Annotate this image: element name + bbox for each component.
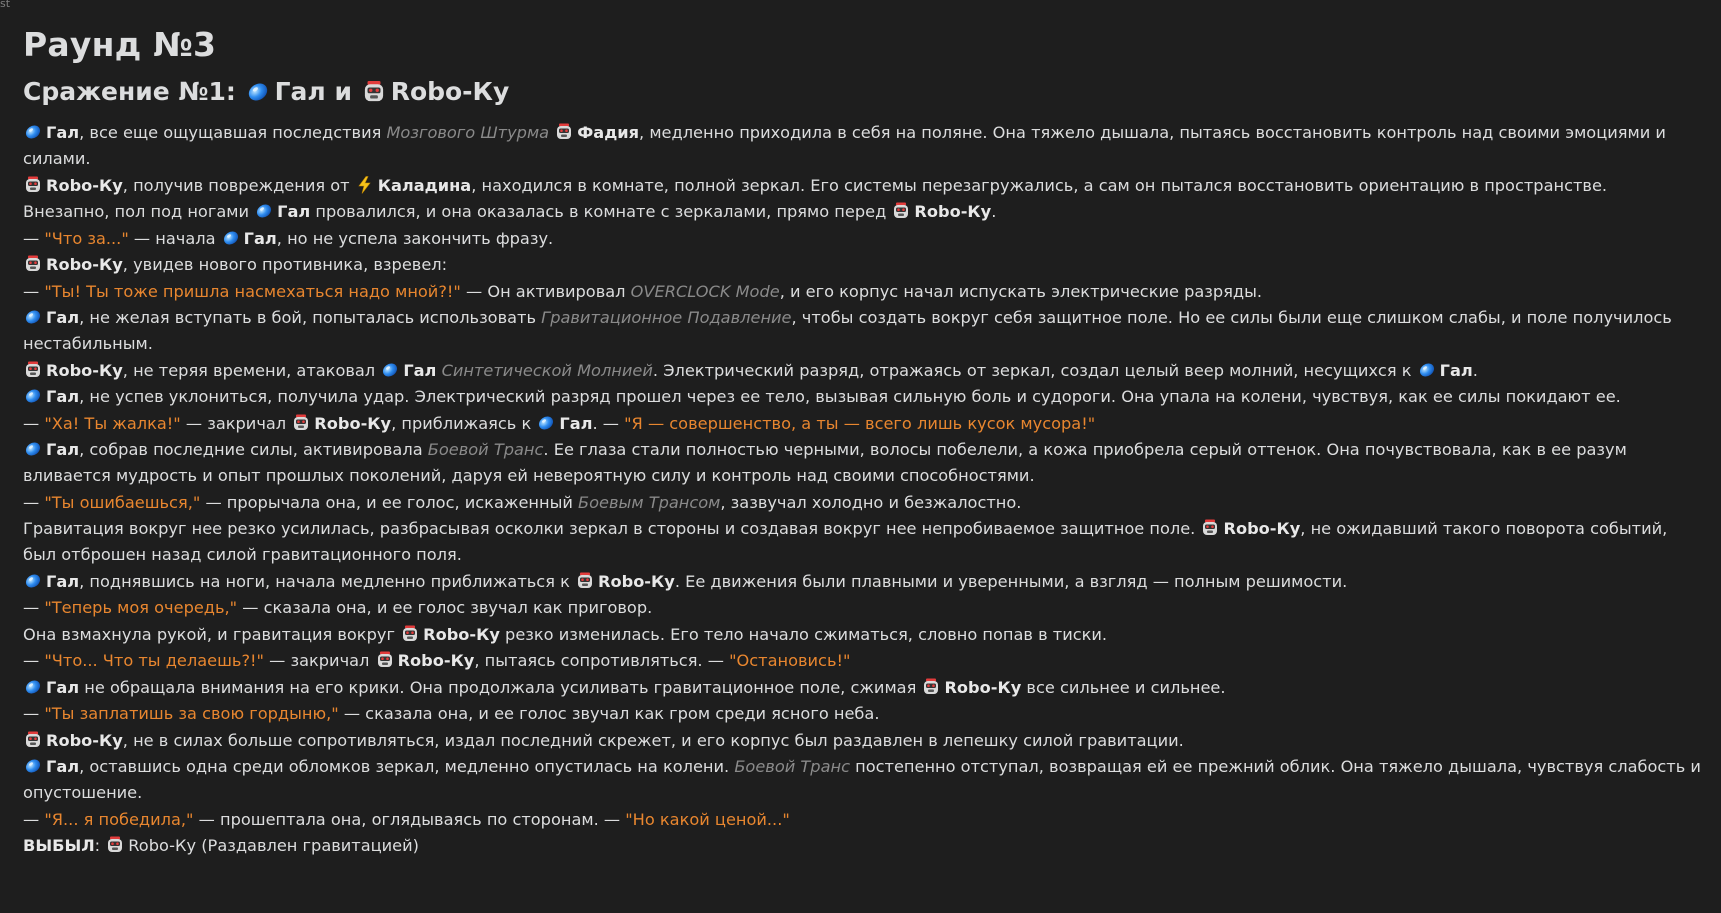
narration-text: провалился, и она оказалась в комнате с зеркалами, прямо перед <box>310 202 892 221</box>
blue-gem-icon <box>1417 361 1437 379</box>
ability-name: Синтетической Молнией <box>441 360 653 380</box>
character-name: Гал <box>46 387 80 406</box>
character-name: Гал <box>46 308 80 327</box>
robot-face-icon <box>921 678 941 696</box>
narration-text: Внезапно, пол под ногами <box>23 202 255 221</box>
robot-face-icon <box>575 572 595 590</box>
robot-face-icon <box>105 836 125 854</box>
story-paragraph <box>23 173 1703 200</box>
dialogue-quote: "Ты заплатишь за свою гордыню," <box>44 704 339 723</box>
narration-text: Гравитация вокруг нее резко усилилась, разбрасывая осколки зеркал в стороны и создавая вокруг нее непробиваемое защитное поле. <box>23 519 1201 538</box>
story-paragraph <box>23 358 1703 385</box>
narration-text: . Электрический разряд, отражаясь от зеркал, создал целый веер молний, несущихся к <box>652 360 1417 380</box>
robot-face-icon <box>375 651 395 669</box>
story-paragraph <box>23 754 1703 805</box>
robot-face-icon <box>291 414 311 432</box>
story-paragraph <box>23 516 1703 567</box>
narration-text: , не желая вступать в бой, попыталась использовать <box>79 308 542 327</box>
story-paragraph <box>23 120 1703 171</box>
story-paragraph <box>23 569 1703 596</box>
robot-face-icon <box>23 255 43 273</box>
character-name: Гал <box>1439 360 1473 380</box>
narration-text: . <box>991 202 997 221</box>
blue-gem-icon <box>23 757 43 775</box>
narration-text: , зазвучал холодно и безжалостно. <box>720 492 1022 512</box>
ability-name: OVERCLOCK Mode <box>630 281 780 301</box>
character-name: Гал <box>46 571 80 591</box>
story-paragraph <box>23 411 1703 438</box>
character-name: Robo-Ку <box>314 413 392 433</box>
character-name: Robo-Ку <box>46 360 123 380</box>
narration-text: Robo-Ку (Раздавлен гравитацией) <box>128 836 419 855</box>
robot-face-icon <box>1200 519 1220 537</box>
story-paragraph <box>23 675 1703 702</box>
robot-face-icon <box>400 625 420 643</box>
story-paragraph <box>23 490 1703 517</box>
character-name: Гал <box>243 228 277 248</box>
character-name: Robo-Ку <box>944 677 1022 697</box>
character-name: Robo-Ку <box>46 175 123 195</box>
dialogue-quote: "Я — совершенство, а ты — всего лишь кусок мусора!" <box>624 413 1096 433</box>
story-paragraph <box>23 252 1703 279</box>
narration-text: — прошептала она, оглядываясь по сторонам. — <box>193 809 626 829</box>
character-name: Гал <box>559 413 593 433</box>
character-name: Фадия <box>577 123 640 142</box>
blue-gem-icon <box>23 440 43 458</box>
robot-face-icon <box>891 202 911 220</box>
ability-name: Боевым Трансом <box>578 492 721 512</box>
story-paragraph <box>23 701 1703 728</box>
narration-text: — <box>23 228 45 248</box>
narration-text: , пытаясь сопротивляться. — <box>474 651 730 670</box>
story-paragraph <box>23 622 1703 649</box>
narration-text: не обращала внимания на его крики. Она продолжала усиливать гравитационное поле, сжимая <box>79 677 922 697</box>
blue-gem-icon <box>23 572 43 590</box>
narration-text: резко изменилась. Его тело начало сжиматься, словно попав в тиски. <box>499 624 1108 644</box>
narration-text: : <box>94 836 106 855</box>
story-paragraph <box>23 305 1703 356</box>
corner-label: st <box>0 0 11 10</box>
narration-text: , медленно приходила в себя на поляне. Она тяжело дышала, пытаясь восстановить контроль над своими эмоциями и силами. <box>23 123 1666 168</box>
story-paragraph <box>23 226 1703 253</box>
robot-face-icon <box>23 731 43 749</box>
narration-text: — <box>23 281 45 301</box>
ability-name: Боевой Транс <box>734 757 850 776</box>
narration-text: — <box>23 809 45 829</box>
narration-text: . Ее глаза стали полностью черными, волосы побелели, а кожа приобрела серый оттенок. Она почувствовала, как в ее разум вливается мудрость и опыт прошлых поколений, даруя ей невероятную силу и контроль над своими способностями. <box>23 440 1627 485</box>
dialogue-quote: "Но какой ценой..." <box>625 809 790 829</box>
narration-text: — прорычала она, и ее голос, искаженный <box>200 492 579 512</box>
ability-name: Мозгового Штурма <box>386 123 550 142</box>
dialogue-quote: "Ха! Ты жалка!" <box>44 413 181 433</box>
character-name: Robo-Ку <box>423 624 500 644</box>
narration-text: — <box>23 598 45 617</box>
story-body <box>23 120 1703 860</box>
narration-text: , но не успела закончить фразу. <box>276 228 554 248</box>
dialogue-quote: "Остановись!" <box>729 651 851 670</box>
ability-name: Гравитационное Подавление <box>541 308 792 327</box>
narration-text: , собрав последние силы, активировала <box>79 440 428 459</box>
narration-text: , чтобы создать вокруг себя защитное поле. Но ее силы были еще слишком слабы, и поле получилось нестабильным. <box>23 308 1672 353</box>
blue-gem-icon <box>23 678 43 696</box>
narration-text: . Ее движения были плавными и уверенными, а взгляд — полным решимости. <box>674 571 1348 591</box>
narration-text: , увидев нового противника, взревел: <box>122 255 448 274</box>
story-paragraph <box>23 833 1703 860</box>
character-name: Гал <box>403 360 437 380</box>
blue-gem-icon <box>221 229 241 247</box>
narration-text: , находился в комнате, полной зеркал. Его системы перезагружались, а сам он пытался восстановить ориентацию в пространстве. <box>471 175 1608 195</box>
story-paragraph <box>23 437 1703 488</box>
narration-text: , не успев уклониться, получила удар. Электрический разряд прошел через ее тело, вызывая сильную боль и судороги. Она упала на колени, чувствуя, как ее силы покидают ее. <box>79 387 1621 406</box>
narration-text: , не ожидавший такого поворота событий, был отброшен назад силой гравитационного поля. <box>23 519 1668 564</box>
battle-heading-conj: и <box>334 77 352 106</box>
blue-gem-icon <box>23 123 43 141</box>
character-name: Robo-Ку <box>46 255 123 274</box>
character-name: Гал <box>277 202 311 221</box>
robot-face-icon <box>554 123 574 141</box>
blue-gem-icon <box>380 361 400 379</box>
document <box>23 22 1703 860</box>
character-name: Гал <box>46 757 80 776</box>
character-name: Каладина <box>377 175 472 195</box>
narration-text: , не теряя времени, атаковал <box>122 360 381 380</box>
narration-text: — сказала она, и ее голос звучал как гром среди ясного неба. <box>338 704 880 723</box>
narration-text: . — <box>592 413 625 433</box>
blue-gem-icon <box>23 308 43 326</box>
narration-text: . <box>1472 360 1478 380</box>
story-paragraph <box>23 384 1703 411</box>
narration-text: постепенно отступал, возвращая ей ее прежний облик. Она тяжело дышала, чувствуя слабость и опустошение. <box>23 757 1701 802</box>
page-title: Раунд №3 <box>23 25 217 64</box>
character-name: Robo-Ку <box>46 730 123 750</box>
narration-text: — закричал <box>264 651 375 670</box>
character-name: Гал <box>46 440 80 459</box>
story-paragraph <box>23 279 1703 306</box>
narration-text: , и его корпус начал испускать электрические разряды. <box>779 281 1263 301</box>
robot-face-icon <box>23 361 43 379</box>
battle-heading-name1: Гал <box>274 77 326 106</box>
character-name: Гал <box>46 677 80 697</box>
blue-gem-icon <box>245 80 271 104</box>
narration-text: — <box>23 492 45 512</box>
narration-text: , оставшись одна среди обломков зеркал, медленно опустилась на колени. <box>79 757 735 776</box>
character-name: Robo-Ку <box>598 571 675 591</box>
lightning-icon <box>355 176 375 194</box>
narration-text: , приближаясь к <box>391 413 537 433</box>
story-paragraph <box>23 648 1703 675</box>
narration-text: — закричал <box>180 413 292 433</box>
dialogue-quote: "Теперь моя очередь," <box>44 598 238 617</box>
blue-gem-icon <box>536 414 556 432</box>
narration-text: , поднявшись на ноги, начала медленно приближаться к <box>79 571 576 591</box>
story-paragraph <box>23 595 1703 622</box>
narration-text: , все еще ощущавшая последствия <box>79 123 387 142</box>
character-name: ВЫБЫЛ <box>23 836 95 855</box>
narration-text: — Он активировал <box>460 281 631 301</box>
story-paragraph <box>23 199 1703 226</box>
narration-text: — <box>23 704 45 723</box>
narration-text: , не в силах больше сопротивляться, издал последний скрежет, и его корпус был раздавлен в лепешку силой гравитации. <box>122 730 1184 750</box>
dialogue-quote: "Я... я победила," <box>44 809 194 829</box>
story-paragraph <box>23 807 1703 834</box>
battle-heading-name2: Robo-Ку <box>390 77 510 106</box>
narration-text: — начала <box>128 228 221 248</box>
narration-text: — <box>23 651 45 670</box>
character-name: Robo-Ку <box>397 651 475 670</box>
narration-text: Она взмахнула рукой, и гравитация вокруг <box>23 624 401 644</box>
battle-heading-prefix: Сражение №1: <box>23 77 236 106</box>
blue-gem-icon <box>254 202 274 220</box>
narration-text: — сказала она, и ее голос звучал как приговор. <box>237 598 653 617</box>
blue-gem-icon <box>23 387 43 405</box>
narration-text: , получив повреждения от <box>122 175 355 195</box>
dialogue-quote: "Ты! Ты тоже пришла насмехаться надо мной?!" <box>44 281 461 301</box>
character-name: Гал <box>46 123 80 142</box>
robot-face-icon <box>361 80 387 104</box>
battle-heading <box>23 75 1703 109</box>
ability-name: Боевой Транс <box>427 440 544 459</box>
dialogue-quote: "Ты ошибаешься," <box>44 492 201 512</box>
robot-face-icon <box>23 176 43 194</box>
narration-text: все сильнее и сильнее. <box>1021 677 1226 697</box>
character-name: Robo-Ку <box>914 202 992 221</box>
character-name: Robo-Ку <box>1223 519 1301 538</box>
dialogue-quote: "Что за..." <box>44 228 129 248</box>
dialogue-quote: "Что... Что ты делаешь?!" <box>44 651 264 670</box>
narration-text: — <box>23 413 45 433</box>
story-paragraph <box>23 728 1703 755</box>
